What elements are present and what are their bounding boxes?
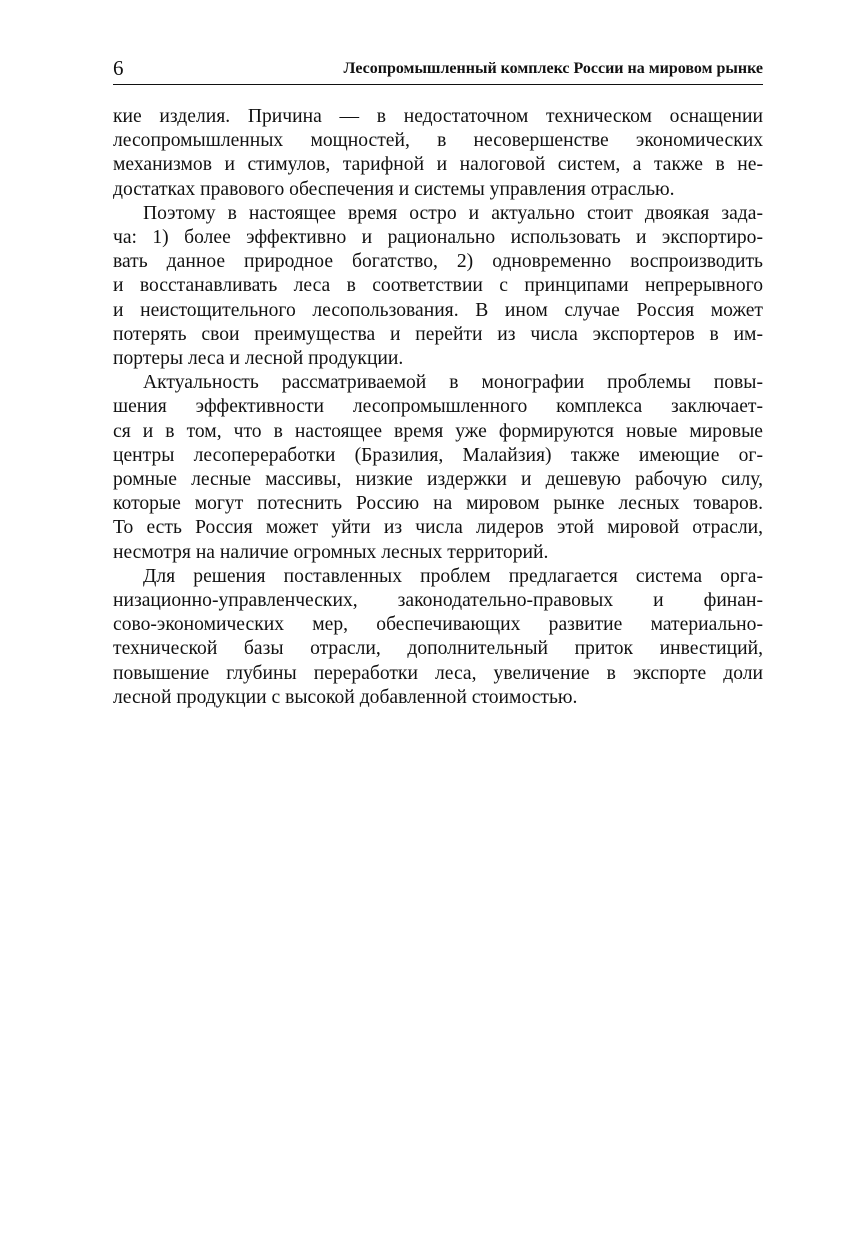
text-line: технической базы отрасли, дополнительный приток инвестиций, <box>113 638 763 660</box>
text-line: вать данное природное богатство, 2) одновременно воспроизводить <box>113 251 763 273</box>
body-text <box>113 105 763 710</box>
text-line: портеры леса и лесной продукции. <box>113 348 404 370</box>
document-page <box>113 56 763 710</box>
text-line: потерять свои преимущества и перейти из числа экспортеров в им- <box>113 323 763 345</box>
text-line: которые могут потеснить Россию на мировом рынке лесных товаров. <box>113 493 763 515</box>
paragraph-4 <box>113 565 763 710</box>
paragraph-2 <box>113 202 763 371</box>
text-line: повышение глубины переработки леса, увеличение в экспорте доли <box>113 662 763 684</box>
text-line: ся и в том, что в настоящее время уже формируются новые мировые <box>113 420 763 442</box>
text-line: Поэтому в настоящее время остро и актуально стоит двоякая зада- <box>143 202 763 224</box>
text-line: сово-экономических мер, обеспечивающих развитие материально- <box>113 614 763 636</box>
text-line: То есть Россия может уйти из числа лидеров этой мировой отрасли, <box>113 517 763 539</box>
text-line: кие изделия. Причина — в недостаточном техническом оснащении <box>113 106 763 127</box>
text-line: ча: 1) более эффективно и рационально использовать и экспортиро- <box>113 227 763 249</box>
text-line: Для решения поставленных проблем предлагается система орга- <box>143 565 763 587</box>
text-line: лесопромышленных мощностей, в несовершенстве экономических <box>113 130 763 152</box>
text-line: ромные лесные массивы, низкие издержки и дешевую рабочую силу, <box>113 469 763 491</box>
text-line: Актуальность рассматриваемой в монографии проблемы повы- <box>143 372 763 394</box>
text-line: достатках правового обеспечения и системы управления отраслью. <box>113 178 675 200</box>
text-line: центры лесопереработки (Бразилия, Малайзия) также имеющие ог- <box>113 444 763 466</box>
paragraph-1 <box>113 105 763 202</box>
text-line: и восстанавливать леса в соответствии с принципами непрерывного <box>113 275 763 297</box>
text-line: шения эффективности лесопромышленного комплекса заключает- <box>113 396 763 418</box>
running-title: Лесопромышленный комплекс России на мировом рынке <box>343 60 763 77</box>
page-number: 6 <box>113 56 124 80</box>
text-line: и неистощительного лесопользования. В ином случае Россия может <box>113 299 763 321</box>
text-line: низационно-управленческих, законодательно-правовых и финан- <box>113 590 763 612</box>
text-line: механизмов и стимулов, тарифной и налоговой систем, а также в не- <box>113 154 763 176</box>
paragraph-3 <box>113 371 763 565</box>
text-line: лесной продукции с высокой добавленной стоимостью. <box>113 686 578 708</box>
running-header <box>113 56 763 85</box>
text-line: несмотря на наличие огромных лесных территорий. <box>113 541 549 563</box>
